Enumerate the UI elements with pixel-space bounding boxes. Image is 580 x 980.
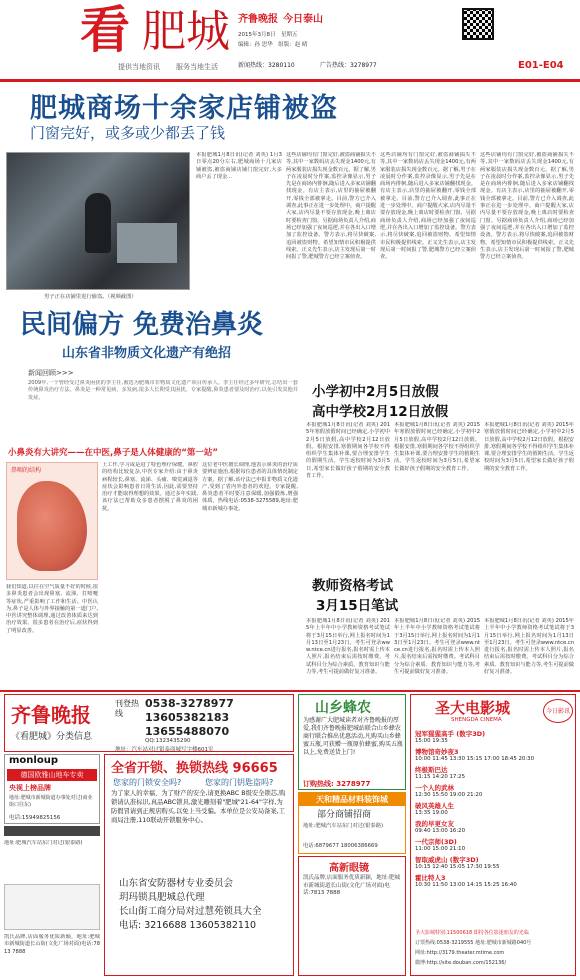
cinema-movie-times: 10:30 11:50 13:00 14:15 15:25 16:40: [415, 882, 517, 888]
school-col-1: 本报肥城1月8日讯(记者 刘英) 2015年寒假放假时间已经确定,小学初中2月5日放假,高中学校2月12日放假。根据安排,寒假期间各学校不得组织学生集体补课,要合理安排学生的假期生活。学生返校时间为3月5日,希望家长做好孩子假期的安全教育工作。: [306, 422, 390, 480]
lead-column-1: 本报肥城1月8日讯(记者 刘英) 1月3日零点20分左右,肥城商场十几家店铺被盗,被盗商铺店铺门窗完好,大多商户丢了现金...: [196, 152, 282, 180]
decor-address: 地址:肥城汽车站东门对过(银泰路): [303, 823, 384, 829]
cinema-movie-title: 智取威虎山 (数字3D): [415, 856, 479, 864]
monloup-ad: [4, 754, 100, 824]
cinema-movie-times: 09:40 13:00 16:20: [415, 828, 466, 834]
cinema-movie-item: [415, 855, 573, 870]
teacher-col-1: 本报肥城1月8日讯(记者 刘英) 2015年上半年中小学教师资格考试笔试将于3月15日举行,网上报名时间为1月13日至1月23日。考生可登录www.ntce.cn进行报名,报名时需上传本人照片,报名结束后需按时缴费。考试科目分为综合素质、教育知识与能力等,考生可提前做好复习准备。: [306, 618, 390, 676]
cinema-movie-title: 一个人的武林: [415, 784, 454, 792]
editor-line: 编辑：孙 思华 组版：赵 晴: [238, 42, 308, 48]
lock-ad: [104, 754, 294, 976]
cinema-movie-item: [415, 873, 573, 888]
cinema-ad: [410, 694, 576, 976]
cinema-footer-1: 圣大影城特别:11500618 即持各位影迷朋友的光临: [415, 930, 529, 936]
masthead-slogan-right: 服务当地生活: [176, 63, 218, 71]
monloup-brand: monloup: [9, 755, 58, 766]
cinema-footer-2: 订票热线:0538-3219555 地址:肥城市新城路040号: [415, 940, 532, 946]
lead-column-4: 这些店铺均有门窗完好,被盗商铺损失不等,其中一家数码店丢失现金1400元,有两家服装店损失现金数百元。据了解,男子在凌晨时分作案,监控录像显示,男子先是在商场内徘徊,随后进入多家店铺翻找现金。有店主表示,店里的抽屉被翻开,零钱全部被拿走。目前,警方已介入调查,此事正在进一步处理中。商户提醒大家,店内尽量不要存放现金,晚上离店时要检查门窗。另据商场负责人介绍,商场已经加强了夜间巡逻,并在各出入口增加了监控设备。警方表示,将尽快破案,追回被盗财物。希望知情市民积极提供线索。正义先生表示,店主发现后第一时间报了警,肥城警方已经立案侦查。: [480, 152, 574, 261]
cinema-brand-en: SHENGDA CINEMA: [451, 717, 502, 723]
shanxiang-hotline: 订购热线: 3278977: [303, 780, 371, 788]
cinema-movie-item: [415, 747, 573, 762]
glasses-body: 凯氏品牌,店面服务优质新颖，地址:肥城市新城街道长山街(文化广场对面)电话:7813 7888: [303, 875, 401, 896]
news-hotline: 新闻热线：3280110: [238, 62, 295, 69]
second-intro: 2009年,一个曾经受过鼻炎困扰的李主任,被选为肥城市非物质文化遗产项目传承人。李主任经过多年研究,总结出一套传统鼻炎治疗方法。鼻炎是一种常见病、多发病,很多人长期受其困扰。专家提醒,鼻炎患者要及时治疗,以免引发其他并发症。: [28, 380, 298, 401]
second-bold-line: 小鼻炎有大讲究——在中医,鼻子是人体健康的“第一站”: [8, 448, 218, 458]
school-headline-2: 高中学校2月12日放假: [312, 404, 449, 420]
cinema-movie-times: 15:00 19:35: [415, 738, 448, 744]
decor-ad: [298, 792, 406, 854]
diagram-title: 鼻咽的结构: [11, 467, 42, 474]
second-headline: 民间偏方 免费治鼻炎: [20, 310, 264, 340]
paper-ad-address: 地址：汽车站对过银泰商城写字楼601室: [115, 747, 214, 753]
lock-tel: 电话: 3216688 13605382110: [119, 920, 257, 931]
qr-code: [462, 8, 494, 40]
school-col-2: 本报肥城1月8日讯(记者 刘英) 2015年寒假放假时间已经确定,小学初中2月5日放假,高中学校2月12日放假。根据安排,寒假期间各学校不得组织学生集体补课,要合理安排学生的假期生活。学生返校时间为3月5日,希望家长做好孩子假期的安全教育工作。: [394, 422, 480, 472]
classified-title: [4, 826, 100, 836]
cinema-footer-4: 微博:http://site.douban.com/152136/: [415, 960, 507, 966]
cinema-movie-times: 13:35 19:00: [415, 810, 448, 816]
school-headline-1: 小学初中2月5日放假: [312, 384, 439, 400]
cinema-movie-times: 12:30 15:50 19:00 21:20: [415, 792, 483, 798]
lock-org1: 山东省安防器材专业委员会: [119, 878, 234, 889]
cinema-movie-item: [415, 837, 573, 852]
cinema-movie-times: 10:15 12:40 15:05 17:30 19:55: [415, 864, 500, 870]
lock-q1: 您家的门锁安全吗?: [113, 778, 182, 787]
paper-ad-phone3: 13655488070: [145, 725, 230, 738]
teacher-headline-1: 教师资格考试: [312, 578, 393, 594]
section-label: 新闻回顾>>>: [28, 369, 74, 377]
glasses-title: 高新眼镜: [329, 863, 369, 874]
cinema-footer-3: 网址:http://3179.theater.mtime.com: [415, 950, 505, 956]
page-code: E01-E04: [518, 60, 564, 71]
photo-counter: [117, 223, 177, 263]
teacher-col-3: 本报肥城1月8日讯(记者 刘英) 2015年上半年中小学教师资格考试笔试将于3月15日举行,网上报名时间为1月13日至1月23日。考生可登录www.ntce.cn进行报名,报名时需上传本人照片,报名结束后需按时缴费。考试科目分为综合素质、教育知识与能力等,考生可提前做好复习准备。: [484, 618, 574, 676]
second-col-2: 上工作,学习或是进了特色理疗保健。鼻腔的结构比较复杂,中医专家介绍:由于鼻炎病程较长,鼻塞、流涕、头痛、嗅觉减退等症状会影响患者日常生活,因此,需要坚持治疗才能取得理想的效果。通过多年实践,该疗法已帮助众多患者摆脱了鼻炎的困扰。: [102, 462, 198, 512]
glasses-ad: [298, 856, 406, 976]
lock-body: 为了家人的幸福、为了财产的安全,请更换ABC B级安全锁芯,购锁请认准标识,真品ABC锁具,激光雕刻着"肥城"21-64"字样,为防假冒请到正规店购买,以免上当受骗。本单位是公安局备案,工商局注册,110联动开锁服务中心。: [111, 790, 286, 824]
masthead: [0, 0, 580, 82]
date-line: 2015年3月8日 星期五: [238, 32, 298, 38]
masthead-logo-city: 肥城: [142, 6, 230, 57]
cinema-badge: 今日影讯: [543, 699, 573, 723]
classified-column: [4, 826, 100, 976]
cinema-movie-title: 一代宗师(3D): [415, 838, 457, 846]
cinema-movie-item: [415, 819, 573, 834]
monloup-line1: 德国欧雅山地车专卖: [7, 769, 97, 781]
cinema-movie-title: 冠军猩猩高手 (数字3D): [415, 730, 486, 738]
lead-column-3: 这些店铺均有门窗完好,被盗商铺损失不等,其中一家数码店丢失现金1400元,有两家服装店损失现金数百元。据了解,男子在凌晨时分作案,监控录像显示,男子先是在商场内徘徊,随后进入多家店铺翻找现金。有店主表示,店里的抽屉被翻开,零钱全部被拿走。目前,警方已介入调查,此事正在进一步处理中。商户提醒大家,店内尽量不要存放现金,晚上离店时要检查门窗。另据商场负责人介绍,商场已经加强了夜间巡逻,并在各出入口增加了监控设备。警方表示,将尽快破案,追回被盗财物。希望知情市民积极提供线索。正义先生表示,店主发现后第一时间报了警,肥城警方已经立案侦查。: [380, 152, 476, 261]
masthead-slogan-left: 提供当地资讯: [118, 63, 160, 71]
paper-ad-sub: 《看肥城》分类信息: [11, 732, 93, 742]
lead-headline: 肥城商场十余家店铺被盗: [30, 93, 338, 124]
teacher-col-2: 本报肥城1月8日讯(记者 刘英) 2015年上半年中小学教师资格考试笔试将于3月15日举行,网上报名时间为1月13日至1月23日。考生可登录www.ntce.cn进行报名,报名时需上传本人照片,报名结束后需按时缴费。考试科目分为综合素质、教育知识与能力等,考生可提前做好复习准备。: [394, 618, 480, 676]
monloup-phone: 电话:15949825156: [9, 815, 61, 821]
cinema-movie-item: [415, 729, 573, 744]
paper-name: 齐鲁晚报: [238, 14, 278, 25]
paper-ad-name: 齐鲁晚报: [11, 703, 91, 727]
paper-ad-label: 刊登热线: [115, 699, 139, 718]
second-col-1: 我们知道,以往在空气质量不好的时候,很多鼻炎患者会出现鼻塞、流涕、打喷嚏等症状,严重影响了工作和生活。中医认为,鼻子是人体与外界接触的第一道门户,中医讲究整体调理,通过改善体质来达到治疗效果。很多患者在治疗后,症状得到了明显改善。: [6, 584, 98, 634]
lock-q2: 您家的门钥匙盗吗?: [205, 778, 274, 787]
classified-text-2: 凯氏品牌,店面服务优质新颖，地址:肥城市新城街道长山街(文化广场对面)电话:7813 7888: [4, 934, 100, 955]
cinema-movie-times: 11:15 14:20 17:25: [415, 774, 466, 780]
second-subtitle: 山东省非物质文化遗产有绝招: [62, 346, 232, 361]
decor-line: 部分商铺招商: [317, 810, 372, 820]
shanxiang-brand: 山乡蜂农: [315, 700, 371, 716]
cinema-movie-item: [415, 801, 573, 816]
lead-photo: [6, 152, 190, 290]
ads-divider: [0, 690, 580, 692]
cinema-movie-title: 博物馆奇妙夜3: [415, 748, 459, 756]
lock-org3: 长山街工商分局对过慧苑锁具大全: [119, 906, 262, 917]
shanxiang-ad: [298, 694, 406, 790]
paper-ad-phone1: 0538-3278977: [145, 697, 234, 710]
classified-headline: [4, 884, 100, 930]
paper-sub: 今日泰山: [283, 14, 323, 25]
cinema-movie-title: 破风英雄人生: [415, 802, 454, 810]
monloup-address: 地址:肥城市新城街道办事处对过(商业街口往东): [9, 795, 93, 808]
photo-figure: [85, 193, 111, 253]
lead-subtitle: 门窗完好，或多或少都丢了钱: [30, 124, 226, 142]
cinema-movie-title: 霍比特人3: [415, 874, 446, 882]
lead-column-2: 这些店铺均有门窗完好,被盗商铺损失不等,其中一家数码店丢失现金1400元,有两家服装店损失现金数百元。据了解,男子在凌晨时分作案,监控录像显示,男子先是在商场内徘徊,随后进入多家店铺翻找现金。有店主表示,店里的抽屉被翻开,零钱全部被拿走。目前,警方已介入调查,此事正在进一步处理中。商户提醒大家,店内尽量不要存放现金,晚上离店时要检查门窗。另据商场负责人介绍,商场已经加强了夜间巡逻,并在各出入口增加了监控设备。警方表示,将尽快破案,追回被盗财物。希望知情市民积极提供线索。正义先生表示,店主发现后第一时间报了警,肥城警方已经立案侦查。: [286, 152, 376, 261]
lock-title: 全省开锁、换锁热线 96665: [111, 761, 278, 776]
second-col-3: 这位老中医擅长调理,他表示鼻炎的治疗需要辨证施治,根据每位患者的具体情况制定方案。据了解,该疗法已申报非物质文化遗产,受到了省内外患者的欢迎。专家提醒,鼻炎患者平时要注意保暖,加强锻炼,增强体质。热线电话:0538-3275589,地址:肥城市新城办事处。: [202, 462, 298, 512]
paper-ad-qq: QQ:1323435290: [145, 738, 191, 744]
cinema-movie-item: [415, 783, 573, 798]
paper-ad: [4, 694, 294, 752]
cinema-movie-times: 10:00 11:45 13:30 15:15 17:00 18:45 20:30: [415, 756, 535, 762]
masthead-logo-char: 看: [80, 0, 130, 59]
decor-phone: 电话:6879677 18006386669: [303, 843, 378, 849]
paper-ad-phone2: 13605382183: [145, 711, 230, 724]
cinema-brand: 圣大电影城: [435, 699, 511, 717]
lock-org2: 玥玛锁具肥城总代理: [119, 892, 205, 903]
classified-text-1: 地址:肥城汽车站东门对过(银泰路): [4, 840, 83, 846]
decor-title: 天和精品材料装饰城: [299, 793, 405, 806]
monloup-line2: 央视上榜品牌: [9, 784, 51, 792]
ad-hotline: 广告热线：3278977: [320, 62, 377, 69]
cinema-movie-title: 我的早更女友: [415, 820, 454, 828]
school-col-3: 本报肥城1月8日讯(记者 刘英) 2015年寒假放假时间已经确定,小学初中2月5日放假,高中学校2月12日放假。根据安排,寒假期间各学校不得组织学生集体补课,要合理安排学生的假期生活。学生返校时间为3月5日,希望家长做好孩子假期的安全教育工作。: [484, 422, 574, 472]
teacher-headline-2: 3月15日笔试: [316, 598, 399, 614]
lead-photo-caption: 男子正在店铺里进行偷盗。（视频截图）: [44, 294, 137, 300]
diagram-head: [17, 481, 87, 571]
nose-diagram: [6, 462, 98, 580]
cinema-movie-item: [415, 765, 573, 780]
cinema-movie-title: 终极斯巴达: [415, 766, 448, 774]
cinema-movie-list: [415, 729, 573, 925]
shanxiang-body: 为感谢广大肥城读者对齐鲁晚报的厚爱,我们齐鲁晚报肥城站联合山乡蜂农商行联合推出优惠活动,凡购买山乡蜂蜜五瓶,可获赠一瓶原价蜂蜜,购买五瓶以上,免费送货上门!: [303, 717, 403, 756]
cinema-movie-times: 11:00 15:00 21:10: [415, 846, 466, 852]
